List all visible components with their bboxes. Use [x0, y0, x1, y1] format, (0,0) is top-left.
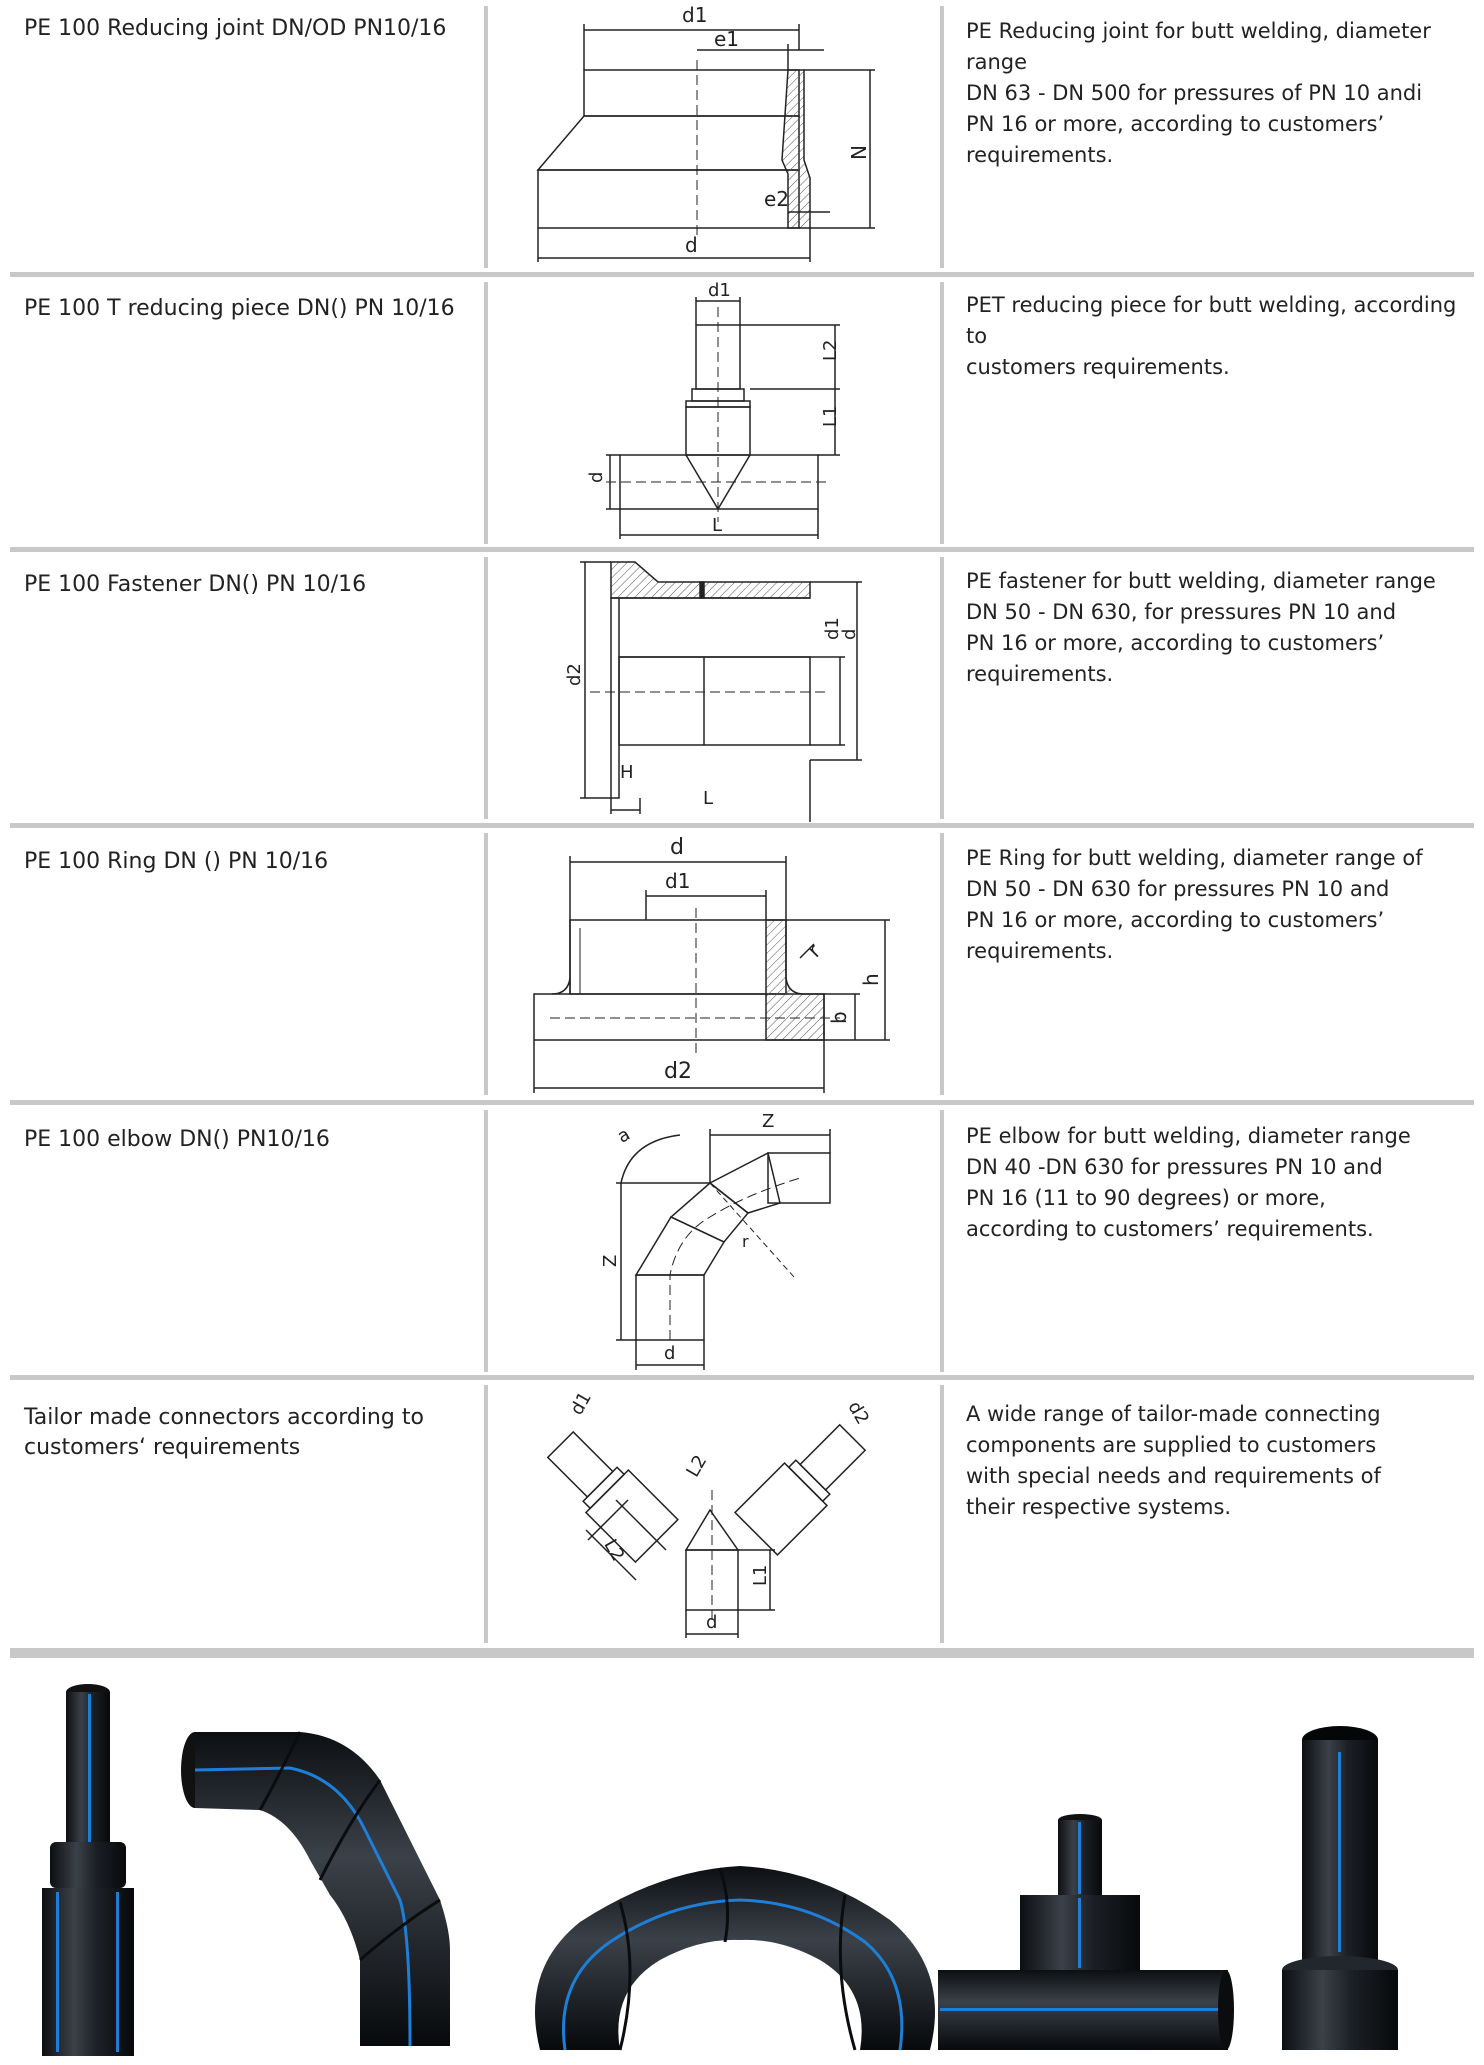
reducing-joint-photo	[42, 1684, 134, 2056]
dim-label: a	[613, 1123, 634, 1148]
product-name-ring: PE 100 Ring DN () PN 10/16	[24, 849, 329, 874]
product-description-tailor-made: A wide range of tailor-made connecting components are supplied to customers with special needs and requirements of their respective systems.	[966, 1402, 1381, 1519]
dim-label: d	[586, 471, 607, 483]
dim-label: d1	[822, 617, 843, 640]
dim-label: e1	[714, 27, 740, 51]
dim-label: L2	[682, 1451, 712, 1481]
dim-label: L	[703, 788, 714, 809]
dim-label: d2	[843, 1397, 874, 1429]
elbow-photo	[181, 1732, 450, 2046]
column-divider	[940, 6, 944, 268]
dim-label: e2	[764, 187, 790, 211]
column-divider	[940, 1110, 944, 1372]
column-divider	[940, 833, 944, 1095]
dim-label: H	[620, 762, 634, 783]
reducing-joint-drawing	[510, 0, 940, 272]
dim-label: d	[664, 1343, 676, 1364]
column-divider	[484, 833, 488, 1095]
dim-label: d1	[665, 869, 691, 893]
column-divider	[484, 557, 488, 819]
dim-label: d1	[566, 1388, 596, 1419]
dim-label: b	[827, 1011, 851, 1024]
fastener-drawing	[510, 552, 940, 824]
product-name-fastener: PE 100 Fastener DN() PN 10/16	[24, 572, 367, 597]
column-divider	[484, 282, 488, 544]
product-description-t-reducing-piece: PET reducing piece for butt welding, according to customers requirements.	[966, 293, 1457, 379]
dim-label: N	[847, 145, 871, 160]
column-divider	[484, 1385, 488, 1643]
product-name-t-reducing-piece: PE 100 T reducing piece DN() PN 10/16	[24, 296, 455, 321]
product-name-elbow: PE 100 elbow DN() PN10/16	[24, 1127, 330, 1152]
product-description-fastener: PE fastener for butt welding, diameter range DN 50 - DN 630, for pressures PN 10 and PN 16 or more, according to customers’ requirements.	[966, 569, 1436, 686]
dim-label: d2	[564, 663, 585, 686]
dim-label: Z	[600, 1254, 621, 1267]
dim-label: L	[712, 515, 723, 536]
product-description-ring: PE Ring for butt welding, diameter range of DN 50 - DN 630 for pressures PN 10 and PN 16 or more, according to customers’ requirements.	[966, 846, 1423, 963]
dim-label: L2	[820, 339, 841, 361]
dim-label: Z	[762, 1111, 775, 1132]
column-divider	[484, 6, 488, 268]
elbow-drawing	[510, 1105, 940, 1377]
product-description-reducing-joint: PE Reducing joint for butt welding, diameter range DN 63 - DN 500 for pressures of PN 10 andi PN 16 or more, according to customers’ requirements.	[966, 19, 1431, 167]
dim-label: d1	[708, 280, 731, 301]
product-name-tailor-made: Tailor made connectors according to customers‘ requirements	[24, 1405, 424, 1460]
ring-drawing	[510, 828, 940, 1100]
dim-label: d	[839, 628, 860, 640]
dim-label: L1	[820, 405, 841, 427]
dim-label: h	[859, 973, 883, 986]
fastener-photo	[1282, 1726, 1398, 2050]
dim-label: d	[685, 233, 698, 257]
tailor-made-drawing	[510, 1380, 940, 1652]
product-description-elbow: PE elbow for butt welding, diameter range DN 40 -DN 630 for pressures PN 10 and PN 16 (11 to 90 degrees) or more, according to customers’ requirements.	[966, 1124, 1411, 1241]
column-divider	[940, 557, 944, 819]
dim-label: d1	[682, 3, 708, 27]
dim-label: L1	[750, 1564, 771, 1586]
dim-label: r	[742, 1232, 749, 1251]
tee-photo	[938, 1814, 1234, 2050]
dim-label: d2	[664, 1059, 692, 1084]
t-reducing-piece-drawing	[510, 277, 940, 545]
dim-label: d	[670, 835, 684, 860]
product-name-reducing-joint: PE 100 Reducing joint DN/OD PN10/16	[24, 16, 447, 41]
product-photos	[20, 1670, 1460, 2060]
column-divider	[940, 282, 944, 544]
dim-label: d	[706, 1612, 718, 1633]
column-divider	[940, 1385, 944, 1643]
column-divider	[484, 1110, 488, 1372]
dim-label: L2	[599, 1535, 629, 1565]
dim-label: r	[802, 939, 826, 963]
wide-elbow-photo	[535, 1866, 935, 2050]
